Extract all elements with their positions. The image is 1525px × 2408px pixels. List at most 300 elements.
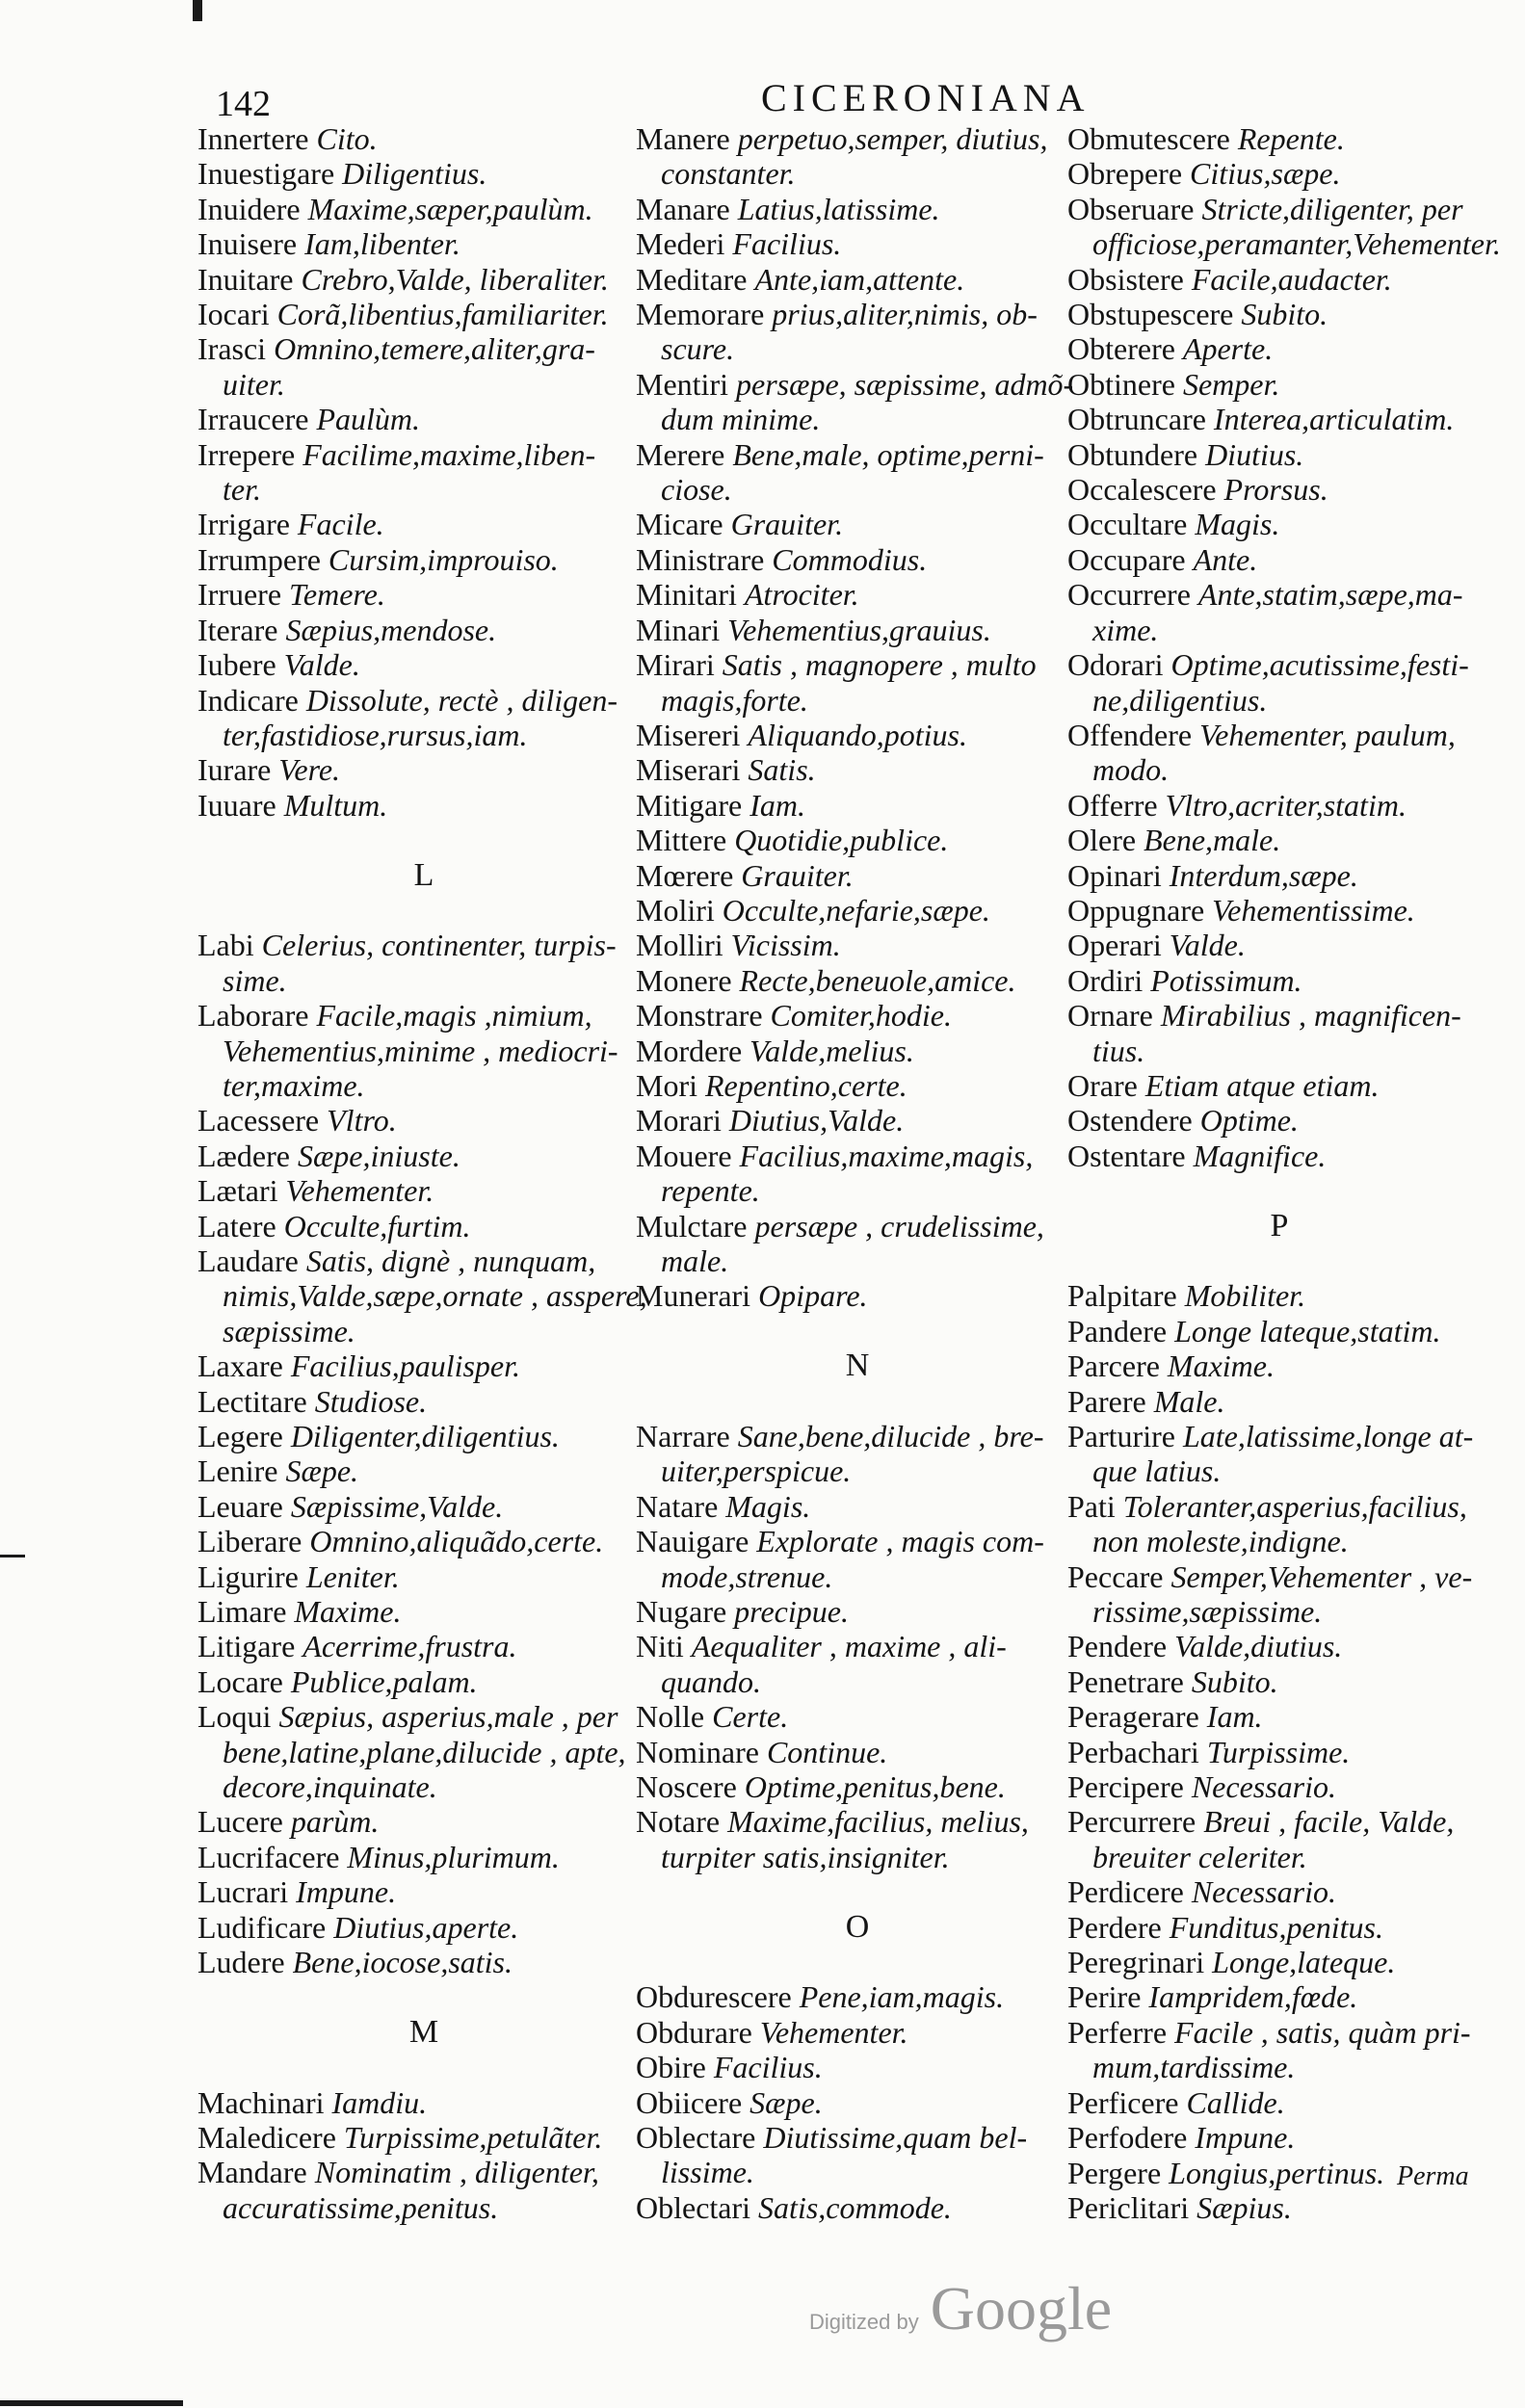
headword: Obdurare <box>636 2014 752 2050</box>
dictionary-entry <box>1067 331 1491 366</box>
adverb-list: Satis, dignè , nunquam, <box>305 1243 596 1278</box>
adverb-list: Opipare. <box>758 1278 868 1314</box>
adverb-list: constanter. <box>661 156 796 192</box>
headword: Perferre <box>1067 2014 1168 2050</box>
dictionary-entry <box>197 1489 650 1524</box>
adverb-list: sæpissime. <box>223 1313 355 1348</box>
dictionary-entry <box>636 1735 1079 1769</box>
adverb-list: ter. <box>223 472 261 508</box>
adverb-list: Funditus,penitus. <box>1169 1909 1383 1945</box>
adverb-list: Optime,penitus,bene. <box>744 1769 1006 1805</box>
adverb-list: Valde,diutius. <box>1174 1629 1343 1664</box>
scan-mark-left <box>0 1555 25 1557</box>
headword: Iubere <box>197 647 276 683</box>
headword: Mœrere <box>636 857 734 893</box>
section-letter: M <box>408 2013 439 2050</box>
dictionary-entry <box>197 2155 650 2189</box>
spacer <box>197 1979 650 2014</box>
headword: Perbachari <box>1067 1734 1199 1769</box>
dictionary-entry <box>636 1804 1079 1839</box>
dictionary-entry <box>197 1559 650 1594</box>
dictionary-entry <box>1067 788 1491 823</box>
dictionary-entry <box>1067 1979 1491 2014</box>
headword: Nugare <box>636 1594 727 1630</box>
dictionary-entry <box>1067 1419 1491 1453</box>
dictionary-entry <box>1067 507 1491 541</box>
headword: Obterere <box>1067 331 1175 367</box>
adverb-list: Necessario. <box>1191 1769 1337 1805</box>
dictionary-column-3 <box>1067 121 1501 2225</box>
dictionary-entry <box>197 788 650 823</box>
adverb-list: Mobiliter. <box>1184 1278 1306 1314</box>
entry-continuation <box>636 331 1079 366</box>
adverb-list: Occulte,furtim. <box>283 1208 471 1243</box>
dictionary-entry <box>197 262 650 297</box>
headword: Mirari <box>636 647 715 683</box>
dictionary-entry <box>1067 262 1491 297</box>
adverb-list: Facilius,maxime,magis, <box>739 1138 1034 1173</box>
adverb-list: Nominatim , diligenter, <box>314 2155 599 2190</box>
dictionary-entry <box>636 192 1079 226</box>
entry-continuation <box>1067 1453 1491 1488</box>
headword: Percurrere <box>1067 1804 1196 1840</box>
headword: Perfodere <box>1067 2120 1188 2156</box>
adverb-list: Dissolute, rectè , diligen- <box>305 682 618 718</box>
entry-continuation <box>636 1559 1079 1594</box>
dictionary-entry <box>1067 1559 1491 1594</box>
adverb-list: Longius,pertinus. <box>1169 2155 1385 2190</box>
adverb-list: Vehementer. <box>285 1173 434 1209</box>
entry-continuation <box>636 2155 1079 2189</box>
headword: Irasci <box>197 331 267 367</box>
headword: Liberare <box>197 1524 302 1559</box>
adverb-list: Ante. <box>1193 541 1258 577</box>
adverb-list: officiose,peramanter,Vehementer. <box>1092 226 1501 262</box>
headword: Irrigare <box>197 507 290 542</box>
adverb-list: Breui , facile, Valde, <box>1203 1804 1455 1840</box>
headword: Memorare <box>636 297 765 332</box>
headword: Olere <box>1067 823 1137 858</box>
headword: Locare <box>197 1663 283 1699</box>
adverb-list: Recte,beneuole,amice. <box>739 962 1016 998</box>
dictionary-entry <box>197 2085 650 2120</box>
adverb-list: Facilius,paulisper. <box>290 1348 521 1384</box>
adverb-list: mum,tardissime. <box>1092 2050 1296 2085</box>
adverb-list: Bene,iocose,satis. <box>292 1945 513 1980</box>
dictionary-entry <box>636 367 1079 402</box>
adverb-list: Sæpe,iniuste. <box>297 1138 460 1173</box>
entry-continuation <box>1067 1594 1491 1629</box>
adverb-list: Magis. <box>725 1488 811 1524</box>
headword: Nauigare <box>636 1524 749 1559</box>
adverb-list: Occulte,nefarie,sæpe. <box>722 892 990 928</box>
headword: Ludificare <box>197 1909 327 1945</box>
dictionary-entry <box>197 1699 650 1734</box>
entry-continuation <box>1067 226 1501 262</box>
adverb-list: Subito. <box>1241 297 1328 332</box>
dictionary-entry <box>1067 1314 1491 1348</box>
adverb-list: nimis,Valde,sæpe,ornate , asspere, <box>223 1278 647 1314</box>
entry-continuation <box>197 472 650 507</box>
headword: Minitari <box>636 577 737 613</box>
entry-continuation <box>197 1735 650 1769</box>
adverb-list: Callide. <box>1186 2084 1285 2120</box>
digitization-watermark <box>809 2273 1112 2344</box>
dictionary-entry <box>197 1384 650 1419</box>
dictionary-entry <box>636 963 1079 998</box>
dictionary-entry <box>636 226 1079 261</box>
headword: Niti <box>636 1629 684 1664</box>
adverb-list: prius,aliter,nimis, ob- <box>772 297 1038 332</box>
dictionary-entry <box>636 1629 1079 1663</box>
dictionary-entry <box>1067 542 1491 577</box>
adverb-list: ne,diligentius. <box>1092 682 1268 718</box>
headword: Perire <box>1067 1979 1142 2015</box>
headword: Perdicere <box>1067 1874 1184 1910</box>
dictionary-entry <box>636 297 1079 331</box>
dictionary-entry <box>197 437 650 472</box>
headword: Labi <box>197 928 254 963</box>
dictionary-entry <box>197 121 650 156</box>
headword: Percipere <box>1067 1769 1184 1805</box>
headword: Obsistere <box>1067 261 1184 297</box>
entry-continuation <box>636 156 1079 191</box>
section-letter: O <box>845 1908 870 1945</box>
adverb-list: xime. <box>1092 612 1159 647</box>
adverb-list: Facile,magis ,nimium, <box>316 998 592 1034</box>
headword: Obire <box>636 2050 706 2085</box>
entry-continuation <box>1067 613 1491 647</box>
dictionary-entry <box>197 1453 650 1488</box>
dictionary-entry <box>636 718 1079 752</box>
dictionary-entry <box>1067 1629 1491 1663</box>
headword: Laborare <box>197 998 309 1034</box>
dictionary-entry <box>1067 928 1491 962</box>
adverb-list: Citius,sæpe. <box>1190 156 1341 192</box>
headword: Misereri <box>636 717 741 752</box>
catchword: Perma <box>1397 2161 1469 2191</box>
headword: Pendere <box>1067 1629 1168 1664</box>
spacer <box>636 1384 1079 1419</box>
entry-continuation <box>197 718 650 752</box>
running-head: CICERONIANA <box>761 76 1091 119</box>
adverb-list: Iam,libenter. <box>304 226 460 262</box>
adverb-list: Diutius,Valde. <box>728 1103 905 1139</box>
adverb-list: persæpe, sæpissime, admõ- <box>735 366 1074 402</box>
adverb-list: Longe,lateque. <box>1212 1945 1396 1980</box>
adverb-list: bene,latine,plane,dilucide , apte, <box>223 1734 626 1769</box>
headword: Obtruncare <box>1067 402 1206 437</box>
dictionary-entry <box>636 928 1079 962</box>
headword: Lucrifacere <box>197 1839 340 1874</box>
dictionary-entry <box>636 1979 1079 2014</box>
dictionary-entry <box>197 1524 650 1558</box>
adverb-list: Cito. <box>316 121 378 156</box>
adverb-list: parùm. <box>290 1804 380 1840</box>
headword: Obmutescere <box>1067 121 1230 156</box>
dictionary-entry <box>197 928 650 962</box>
headword: Offerre <box>1067 787 1158 823</box>
dictionary-entry <box>197 1209 650 1243</box>
adverb-list: Male. <box>1153 1383 1225 1419</box>
entry-continuation <box>636 472 1079 507</box>
entry-continuation <box>197 1769 650 1804</box>
dictionary-entry <box>197 192 650 226</box>
entry-continuation <box>636 1840 1079 1874</box>
adverb-list: Sæpius. <box>1196 2189 1292 2225</box>
dictionary-entry <box>636 1209 1079 1243</box>
adverb-list: Ante,statim,sæpe,ma- <box>1197 577 1463 613</box>
headword: Irrepere <box>197 436 296 472</box>
headword: Miserari <box>636 752 741 788</box>
headword: Meditare <box>636 261 748 297</box>
adverb-list: repente. <box>661 1173 760 1209</box>
section-letter: P <box>1270 1207 1289 1243</box>
adverb-list: mode,strenue. <box>661 1558 833 1594</box>
dictionary-entry <box>636 647 1079 682</box>
adverb-list: Facile , satis, quàm pri- <box>1174 2014 1471 2050</box>
dictionary-entry <box>1067 297 1491 331</box>
headword: Ordiri <box>1067 962 1144 998</box>
adverb-list: Interea,articulatim. <box>1213 402 1455 437</box>
headword: Munerari <box>636 1278 751 1314</box>
adverb-list: Sæpissime,Valde. <box>290 1488 504 1524</box>
adverb-list: Bene,male. <box>1144 823 1281 858</box>
headword: Ministrare <box>636 541 765 577</box>
entry-continuation <box>1067 752 1491 787</box>
headword: Lacessere <box>197 1103 320 1139</box>
adverb-list: Valde. <box>1169 928 1246 963</box>
headword: Inuisere <box>197 226 298 262</box>
adverb-list: Diligentius. <box>342 156 487 192</box>
headword: Nolle <box>636 1699 705 1735</box>
dictionary-entry <box>1067 437 1491 472</box>
headword: Machinari <box>197 2084 325 2120</box>
dictionary-entry <box>197 577 650 612</box>
headword: Micare <box>636 507 723 542</box>
adverb-list: uiter,perspicue. <box>661 1453 852 1489</box>
dictionary-entry <box>636 2120 1079 2155</box>
entry-continuation <box>197 1068 650 1103</box>
spacer <box>1067 1173 1491 1208</box>
dictionary-entry <box>636 788 1079 823</box>
adverb-list: Atrociter. <box>744 577 859 613</box>
dictionary-entry <box>197 1945 650 1979</box>
adverb-list: Satis. <box>748 752 816 788</box>
headword: Narrare <box>636 1418 730 1453</box>
headword: Manere <box>636 121 730 156</box>
adverb-list: Aperte. <box>1182 331 1274 367</box>
headword: Manare <box>636 191 730 226</box>
dictionary-entry <box>636 613 1079 647</box>
adverb-list: Studiose. <box>314 1383 428 1419</box>
adverb-list: sime. <box>223 962 287 998</box>
adverb-list: quando. <box>661 1663 761 1699</box>
headword: Merere <box>636 436 725 472</box>
adverb-list: Maxime,sæper,paulùm. <box>307 191 593 226</box>
dictionary-entry <box>197 1910 650 1945</box>
dictionary-entry <box>636 437 1079 472</box>
adverb-list: Maxime. <box>294 1594 402 1630</box>
headword: Inuitare <box>197 261 294 297</box>
adverb-list: uiter. <box>223 366 285 402</box>
adverb-list: Vehementer, paulum, <box>1199 717 1456 752</box>
adverb-list: tius. <box>1092 1033 1145 1068</box>
dictionary-entry <box>197 613 650 647</box>
adverb-list: rissime,sæpissime. <box>1092 1594 1323 1630</box>
entry-continuation <box>636 1243 1079 1278</box>
adverb-list: Certe. <box>712 1699 789 1735</box>
adverb-list: Maxime. <box>1167 1348 1275 1384</box>
adverb-list: Leniter. <box>305 1558 400 1594</box>
adverb-list: Maxime,facilius, melius, <box>727 1804 1029 1840</box>
adverb-list: Turpissime. <box>1206 1734 1351 1769</box>
dictionary-entry <box>636 823 1079 857</box>
headword: Occalescere <box>1067 472 1217 508</box>
dictionary-entry <box>1067 2190 1491 2225</box>
adverb-list: Repentino,certe. <box>705 1067 907 1103</box>
headword: Mordere <box>636 1033 743 1068</box>
dictionary-entry <box>636 858 1079 893</box>
headword: Inuestigare <box>197 156 335 192</box>
dictionary-entry <box>197 507 650 541</box>
adverb-list: Comiter,hodie. <box>770 998 952 1034</box>
headword: Lectitare <box>197 1383 307 1419</box>
headword: Pergere <box>1067 2155 1162 2190</box>
entry-continuation <box>636 683 1079 718</box>
entry-continuation <box>197 367 650 402</box>
headword: Perdere <box>1067 1909 1162 1945</box>
dictionary-entry <box>636 2085 1079 2120</box>
spacer <box>636 1314 1079 1348</box>
adverb-list: Stricte,diligenter, per <box>1201 191 1463 226</box>
adverb-list: Continue. <box>766 1734 888 1769</box>
headword: Mouere <box>636 1138 732 1173</box>
adverb-list: Paulùm. <box>316 402 420 437</box>
headword: Occupare <box>1067 541 1186 577</box>
adverb-list: Grauiter. <box>730 507 844 542</box>
headword: Iuuare <box>197 787 276 823</box>
entry-continuation <box>636 1453 1079 1488</box>
scan-mark-bottom <box>0 2400 183 2406</box>
adverb-list: Facilime,maxime,liben- <box>302 436 596 472</box>
dictionary-entry <box>197 156 650 191</box>
dictionary-entry <box>1067 963 1491 998</box>
headword: Nominare <box>636 1734 759 1769</box>
adverb-list: Impune. <box>1195 2120 1296 2156</box>
headword: Noscere <box>636 1769 737 1805</box>
dictionary-entry <box>636 998 1079 1033</box>
headword: Molliri <box>636 928 723 963</box>
adverb-list: persæpe , crudelissime, <box>754 1208 1044 1243</box>
adverb-list: male. <box>661 1243 729 1278</box>
headword: Ludere <box>197 1945 285 1980</box>
dictionary-entry <box>636 507 1079 541</box>
dictionary-entry <box>636 1699 1079 1734</box>
adverb-list: Magnifice. <box>1193 1138 1327 1173</box>
section-letter: N <box>845 1348 870 1384</box>
section-letter: L <box>413 856 434 893</box>
adverb-list: Repente. <box>1237 121 1345 156</box>
dictionary-entry <box>636 752 1079 787</box>
adverb-list: Iam. <box>749 787 805 823</box>
dictionary-entry <box>1067 1103 1491 1138</box>
entry-continuation <box>1067 1840 1491 1874</box>
dictionary-entry <box>1067 2015 1491 2050</box>
dictionary-entry <box>197 1874 650 1909</box>
headword: Notare <box>636 1804 721 1840</box>
headword: Lucrari <box>197 1874 289 1910</box>
dictionary-entry <box>1067 718 1491 752</box>
adverb-list: ciose. <box>661 472 732 508</box>
adverb-list: Crebro,Valde, liberaliter. <box>301 261 609 297</box>
headword: Morari <box>636 1103 722 1139</box>
adverb-list: Grauiter. <box>741 857 854 893</box>
dictionary-entry <box>636 542 1079 577</box>
dictionary-entry <box>1067 1910 1491 1945</box>
dictionary-entry <box>1067 1874 1491 1909</box>
dictionary-entry <box>1067 1348 1491 1383</box>
adverb-list: Quotidie,publice. <box>734 823 949 858</box>
adverb-list: Subito. <box>1191 1663 1278 1699</box>
headword: Irraucere <box>197 402 309 437</box>
headword: Pandere <box>1067 1313 1168 1348</box>
adverb-list: breuiter celeriter. <box>1092 1839 1307 1874</box>
headword: Loqui <box>197 1699 272 1735</box>
headword: Leuare <box>197 1488 283 1524</box>
headword: Mitigare <box>636 787 743 823</box>
entry-continuation <box>1067 683 1491 718</box>
adverb-list: Iam. <box>1206 1699 1263 1735</box>
headword: Inuidere <box>197 191 301 226</box>
dictionary-entry <box>1067 367 1491 402</box>
headword: Lenire <box>197 1453 278 1489</box>
adverb-list: Impune. <box>296 1874 397 1910</box>
dictionary-entry <box>636 1034 1079 1068</box>
adverb-list: non moleste,indigne. <box>1092 1524 1349 1559</box>
dictionary-entry <box>1067 1664 1491 1699</box>
adverb-list: Potissimum. <box>1150 962 1302 998</box>
adverb-list: Celerius, continenter, turpis- <box>261 928 617 963</box>
adverb-list: lissime. <box>661 2155 754 2190</box>
adverb-list: scure. <box>661 331 735 367</box>
adverb-list: Diligenter,diligentius. <box>290 1418 560 1453</box>
adverb-list: Facilius. <box>732 226 842 262</box>
watermark-prefix: Digitized by <box>809 2310 919 2334</box>
headword: Orare <box>1067 1067 1138 1103</box>
adverb-list: ter,fastidiose,rursus,iam. <box>223 717 528 752</box>
headword: Limare <box>197 1594 287 1630</box>
adverb-list: accuratissime,penitus. <box>223 2189 499 2225</box>
headword: Pati <box>1067 1488 1116 1524</box>
adverb-list: Optime,acutissime,festi- <box>1170 647 1469 683</box>
headword: Ostendere <box>1067 1103 1193 1139</box>
adverb-list: Aequaliter , maxime , ali- <box>691 1629 1007 1664</box>
headword: Offendere <box>1067 717 1193 752</box>
dictionary-entry <box>1067 1278 1491 1313</box>
adverb-list: Satis , magnopere , multo <box>722 647 1037 683</box>
dictionary-entry <box>1067 402 1491 436</box>
adverb-list: Latius,latissime. <box>737 191 940 226</box>
adverb-list: Facile,audacter. <box>1191 261 1392 297</box>
dictionary-entry <box>197 1103 650 1138</box>
dictionary-entry <box>1067 1068 1491 1103</box>
dictionary-entry <box>197 1419 650 1453</box>
adverb-list: Omnino,aliquãdo,certe. <box>309 1524 604 1559</box>
headword: Iocari <box>197 297 270 332</box>
dictionary-entry <box>197 2120 650 2155</box>
adverb-list: Iamdiu. <box>331 2084 428 2120</box>
